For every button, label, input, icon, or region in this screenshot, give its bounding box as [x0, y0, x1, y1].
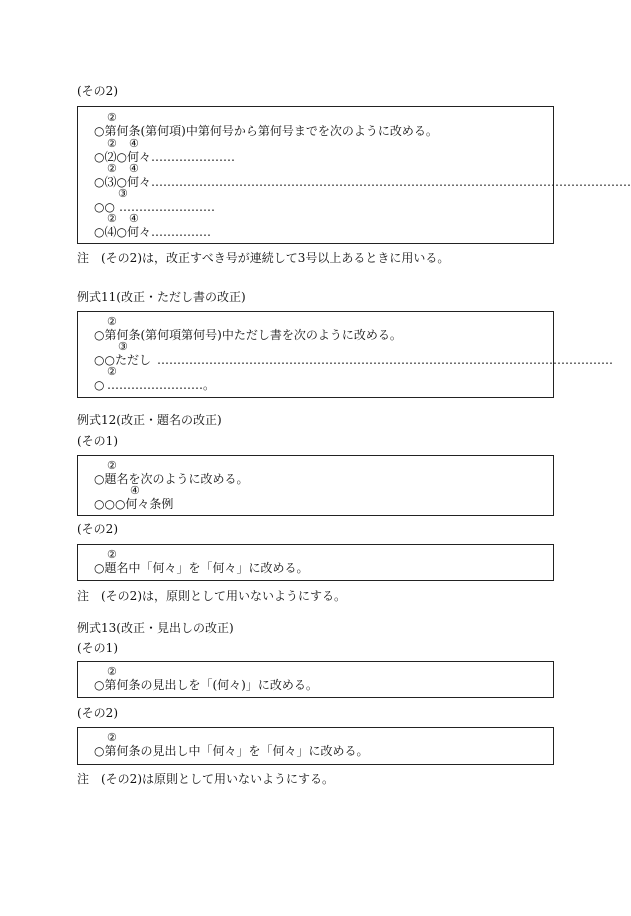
leader-dots: ……………………………………………………………………………………………………: [157, 353, 613, 367]
leader-dots: ……………………: [119, 200, 215, 214]
example-box: ② ○題名中「何々」を「何々」に改める。: [77, 544, 554, 581]
box-line: ○第何条の見出しを「(何々)」に改める。: [94, 678, 318, 692]
box-line: ○○ただし: [94, 353, 151, 367]
box-line: ○第何条の見出し中「何々」を「何々」に改める。: [94, 744, 369, 758]
box-line: ○第何条(第何項)中第何号から第何号までを次のように改める。: [94, 124, 438, 138]
sub-label: (その1): [77, 434, 118, 448]
section-title: 例式11(改正・ただし書の改正): [77, 290, 246, 304]
note-text: 注 (その2)は原則として用いないようにする。: [77, 772, 334, 786]
example-box: ② ○第何条(第何項)中第何号から第何号までを次のように改める。 ② ④ ○⑵○何々 ………………… ② ④ ○⑶○何々 ………………………………………………………………………………………………………… ③ ○○ …………………… ② ④ ○⑷○何々 ……………: [77, 106, 554, 244]
sub-label: (その2): [77, 84, 118, 98]
leader-dots: …………………………………………………………………………………………………………: [151, 175, 631, 189]
leader-dots: ……………………。: [107, 378, 216, 392]
box-line: ○題名を次のように改める。: [94, 472, 249, 486]
note-text: 注 (その2)は，原則として用いないようにする。: [77, 589, 346, 603]
box-line: ○○: [94, 200, 115, 214]
box-line: ○⑵○何々: [94, 150, 151, 164]
example-box: ② ○第何条の見出しを「(何々)」に改める。: [77, 661, 554, 698]
box-line: ○: [94, 378, 105, 392]
box-line: ○第何条(第何項第何号)中ただし書を次のように改める。: [94, 328, 402, 342]
example-box: ② ○題名を次のように改める。 ④ ○○○何々条例: [77, 455, 554, 516]
box-line: ○⑷○何々: [94, 225, 151, 239]
section-title: 例式13(改正・見出しの改正): [77, 621, 234, 635]
sub-label: (その2): [77, 706, 118, 720]
box-line: ○題名中「何々」を「何々」に改める。: [94, 561, 309, 575]
leader-dots: ……………: [151, 225, 211, 239]
box-line: ○○○何々条例: [94, 497, 174, 511]
example-box: ② ○第何条の見出し中「何々」を「何々」に改める。: [77, 727, 554, 765]
section-title: 例式12(改正・題名の改正): [77, 413, 222, 427]
sub-label: (その2): [77, 522, 118, 536]
sub-label: (その1): [77, 641, 118, 655]
example-box: ② ○第何条(第何項第何号)中ただし書を次のように改める。 ③ ○○ただし …………………………………………………………………………………………………… ② ○ ……………………。: [77, 311, 554, 398]
leader-dots: …………………: [151, 150, 235, 164]
box-line: ○⑶○何々: [94, 175, 151, 189]
note-text: 注 (その2)は，改正すべき号が連続して3号以上あるときに用いる。: [77, 251, 450, 265]
